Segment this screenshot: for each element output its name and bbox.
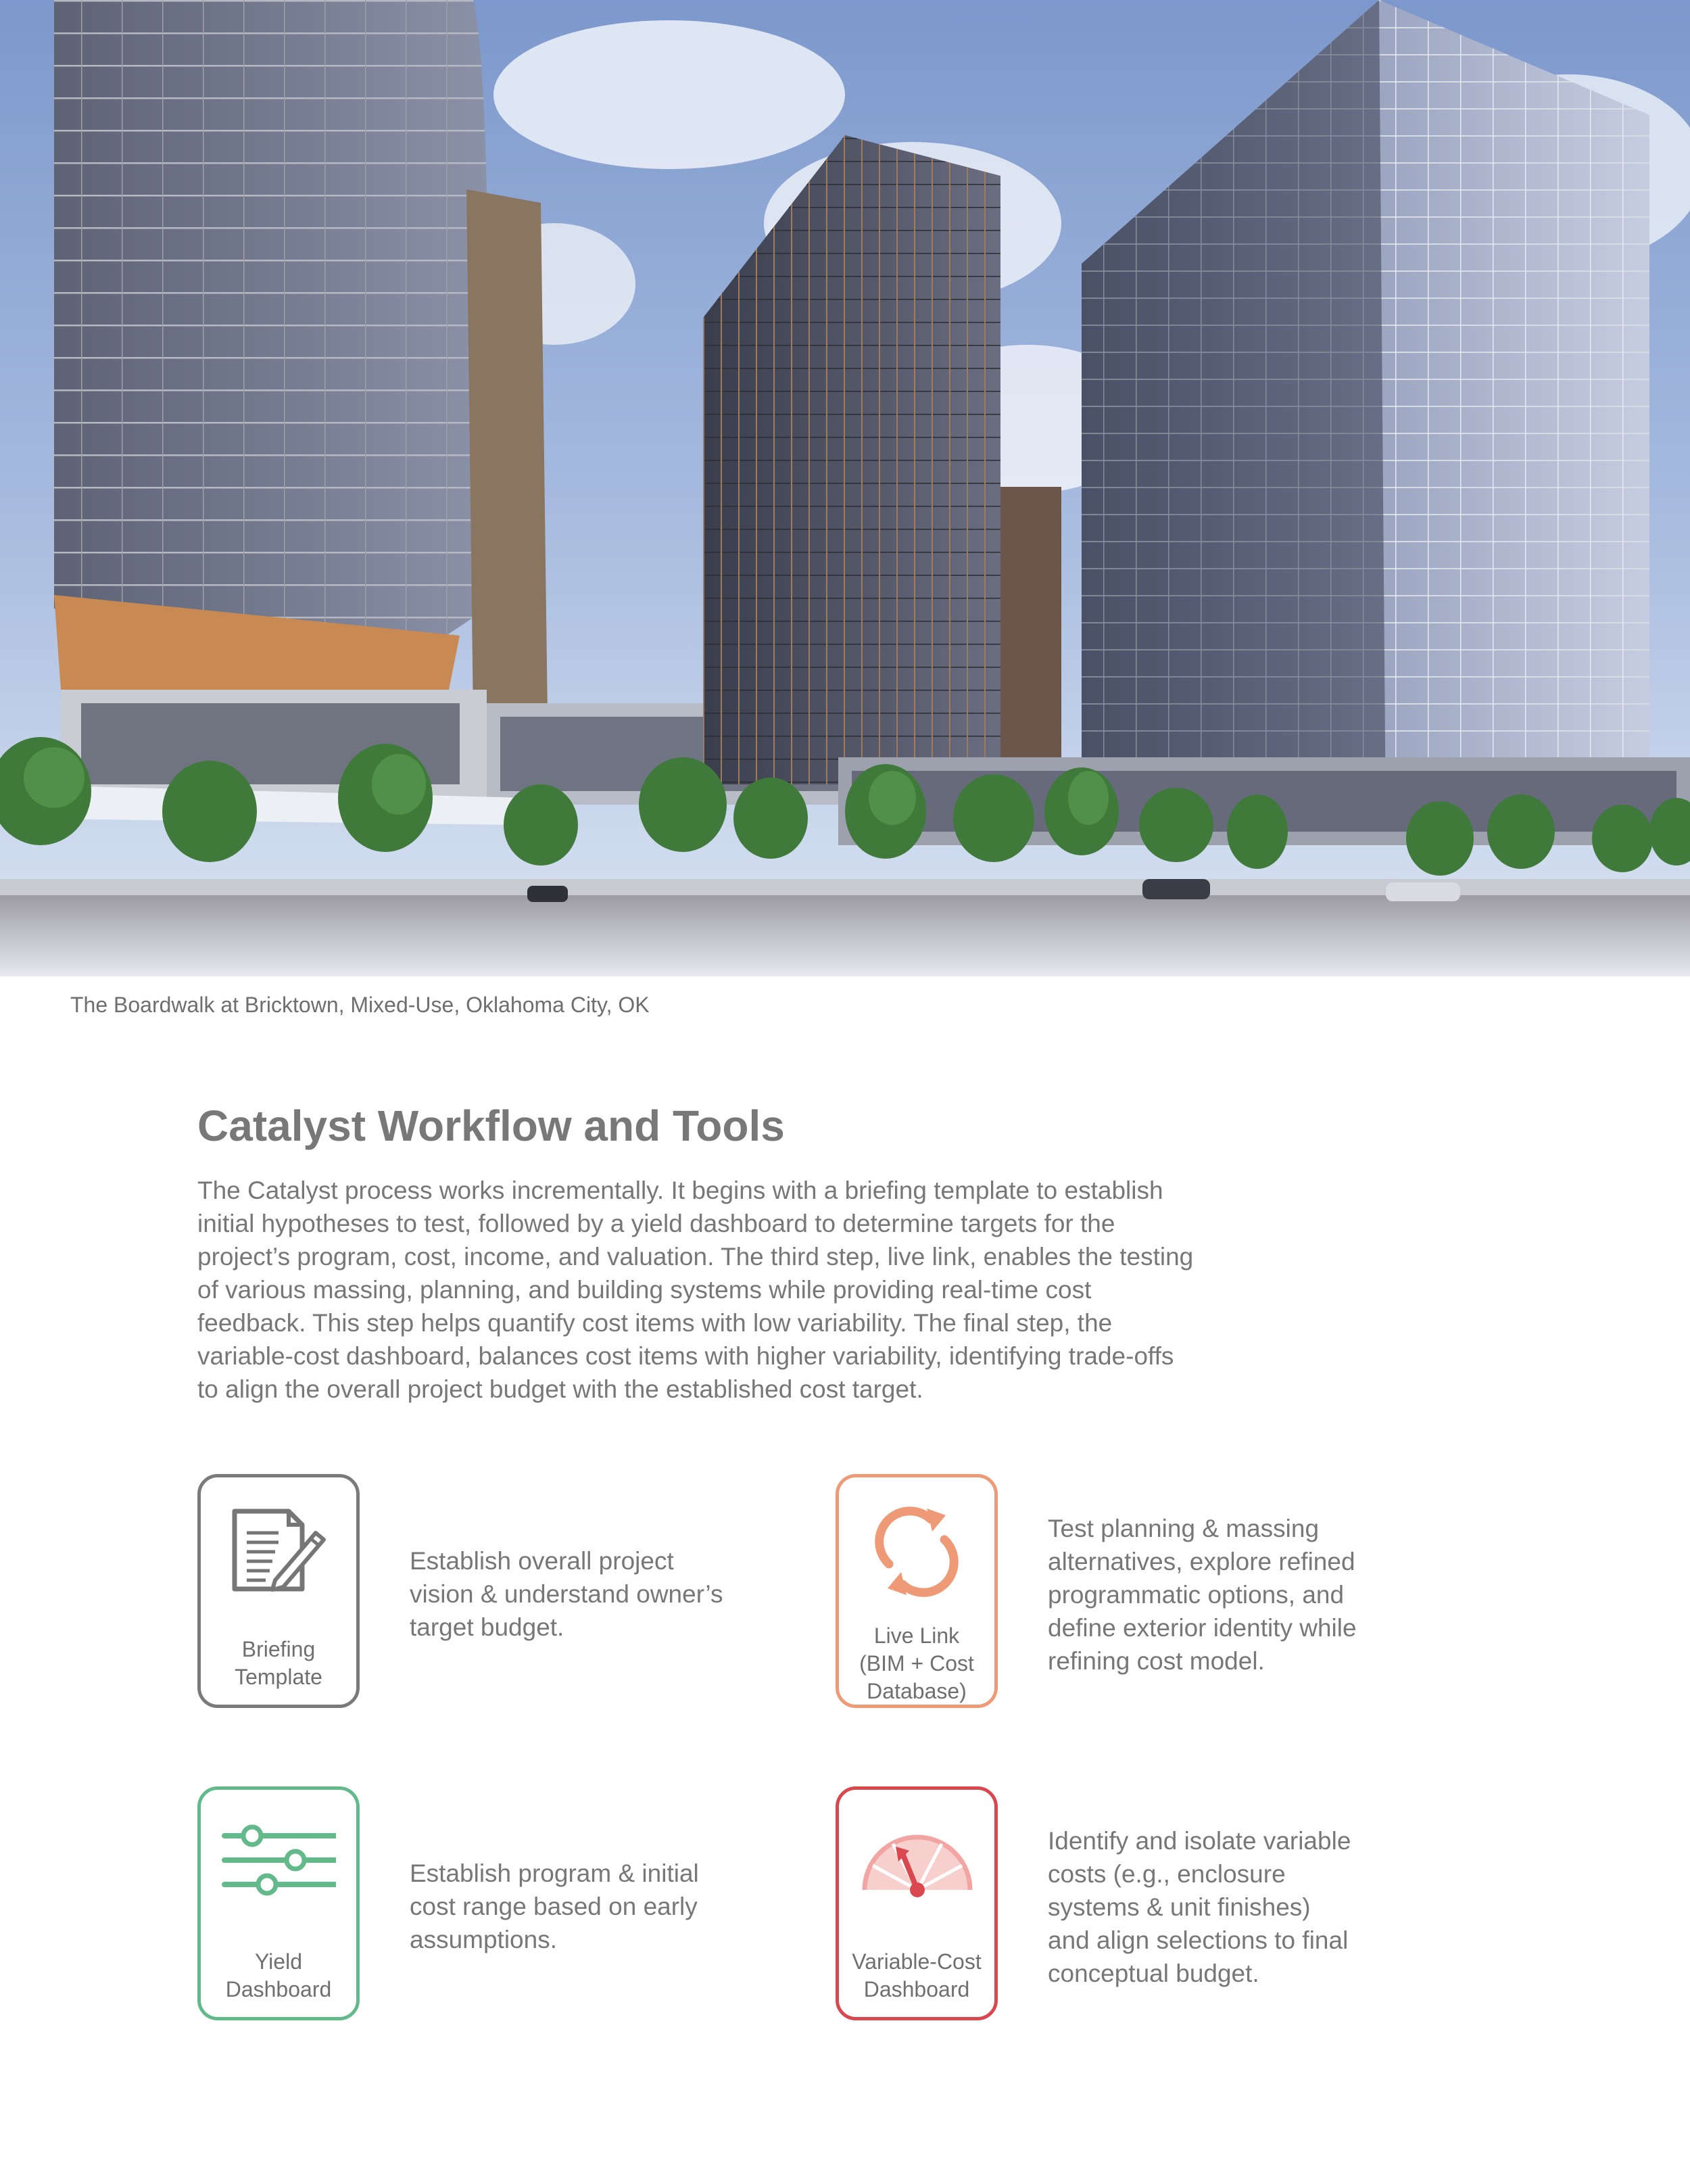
variable-cost-dashboard-card <box>836 1786 998 2020</box>
refresh-arrows-icon <box>859 1504 974 1599</box>
live-link-card <box>836 1474 998 1708</box>
live-link-label: Live Link (BIM + Cost Database) <box>859 1623 974 1703</box>
section-title: Catalyst Workflow and Tools <box>197 1101 785 1150</box>
yield-dashboard-description: Establish program & initial cost range based on early assumptions. <box>410 1859 699 1953</box>
briefing-template-description: Establish overall project vision & understand owner’s target budget. <box>410 1547 723 1641</box>
briefing-template-label: Briefing Template <box>235 1637 322 1689</box>
document-pencil-icon <box>221 1504 336 1599</box>
image-caption: The Boardwalk at Bricktown, Mixed-Use, Oklahoma City, OK <box>70 993 650 1017</box>
variable-cost-dashboard-label: Variable-Cost Dashboard <box>852 1949 982 2001</box>
yield-dashboard-card <box>197 1786 360 2020</box>
yield-dashboard-label: Yield Dashboard <box>225 1949 332 2001</box>
sliders-icon <box>221 1817 336 1912</box>
hero-rendering <box>0 0 1690 976</box>
gauge-icon <box>859 1817 974 1912</box>
intro-paragraph: The Catalyst process works incrementally. It begins with a briefing template to establish initial hypotheses to test, followed by a yield dashboard to determine targets for the project’s program, cost, income, and valuation. The third step, live link, enables the testing of various massing, planning, and building systems while providing real-time cost feedback. This step helps quantify cost items with low variability. The final step, the variable-cost dashboard, balances cost items with higher variability, identifying trade-offs to align the overall project budget with the established cost target. <box>197 1177 1194 1403</box>
live-link-description: Test planning & massing alternatives, explore refined programmatic options, and define exterior identity while refining cost model. <box>1048 1515 1357 1675</box>
variable-cost-dashboard-description: Identify and isolate variable costs (e.g., enclosure systems & unit finishes) and align selections to final conceptual budget. <box>1048 1827 1351 1987</box>
building-rendering-image <box>0 0 1690 976</box>
briefing-template-card <box>197 1474 360 1708</box>
